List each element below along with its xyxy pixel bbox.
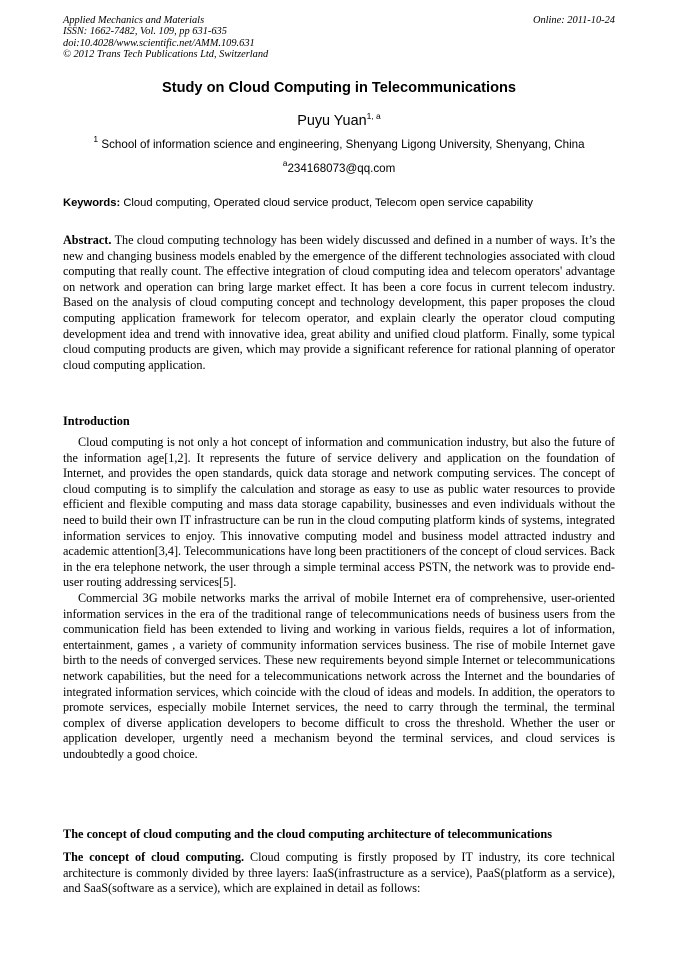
keywords-text: Cloud computing, Operated cloud service product, Telecom open service capability xyxy=(123,197,533,209)
concept-section-heading: The concept of cloud computing and the cloud computing architecture of telecommunications xyxy=(63,827,553,841)
affiliation-superscript: 1 xyxy=(93,134,99,144)
email-line xyxy=(0,158,678,175)
keywords-label: Keywords: xyxy=(63,197,121,209)
abstract-text: The cloud computing technology has been widely discussed and defined in a number of ways. It’s the new and changing business models enabled by the emergence of the different technologies associated with cloud computing that really count. The effective integration of cloud computing idea and telecom operators' advantage on network and operation can bring large market effect. It has been a core focus in current telecom industry. Based on the analysis of cloud computing concept and technology development, this paper proposes the cloud computing application framework for telecom operator, and explain clearly the operator cloud computing development idea and trend with innovative idea, great ability and unified cloud platform. Finally, some typical cloud computing products are given, which may provide a significant reference for rational planning of operator cloud computing application. xyxy=(63,233,615,372)
affiliation xyxy=(0,134,678,151)
introduction-body xyxy=(63,435,615,762)
journal-name: Applied Mechanics and Materials xyxy=(63,15,205,26)
author-superscript: 1, a xyxy=(366,111,381,121)
author-line xyxy=(0,113,678,129)
abstract-paragraph xyxy=(63,233,615,373)
abstract xyxy=(63,233,615,373)
paper-title: Study on Cloud Computing in Telecommunications xyxy=(161,80,517,96)
journal-header xyxy=(63,15,615,61)
intro-paragraph-1: Cloud computing is not only a hot concept of information and communication industry, but also the future of the information age[1,2]. It represents the future of service delivery and application on the foundation of Internet, and provides the open standards, quick data storage and network computing services. The concept of cloud computing is to simplify the calculation and storage as easy to use as public water resources to provide efficient and flexible computing and mass data storage capability, businesses and even individuals without the need to build their own IT infrastructure can be run in the cloud computing platform kinds of systems, integrated information services to enjoy. This innovative computing model and business model attracted industry and academic attention[3,4]. Telecommunications have long been practitioners of the concept of cloud services. Back in the era telephone network, the user through a simple terminal access PSTN, the network was to provide end-user routing addressing services[5]. xyxy=(63,435,615,590)
abstract-label: Abstract. xyxy=(63,233,112,247)
concept-lead: The concept of cloud computing. xyxy=(63,850,245,864)
intro-paragraph-2: Commercial 3G mobile networks marks the arrival of mobile Internet era of comprehensive, user-oriented information services in the era of the traditional range of telecommunications needs of business users from the communication field has been extended to living and working in various fields, requires a lot of information, entertainment, games , a variety of community information services business. The rise of mobile Internet gave birth to the needs of converged services. These new requirements beyond simple Internet or telecommunications network capabilities, but the need for a telecommunications network across the Internet and the boundaries of integrated information services, which coincide with the cloud of ideas and models. In addition, the operators to promote services, especially mobile Internet services, the need to carry through the terminal, the terminal complex of diverse application developers to become difficult to cross the threshold. Whether the user or application developer, urgently need a mechanism beyond the terminal services, and cloud services is undoubtedly a good choice. xyxy=(63,590,615,761)
concept-text: Cloud computing is firstly proposed by IT industry, its core technical architecture is commonly divided by three layers: IaaS(infrastructure as a service), PaaS(platform as a service), and SaaS(software as a service), which are explained in detail as follows: xyxy=(63,850,615,896)
copyright-line: © 2012 Trans Tech Publications Ltd, Switzerland xyxy=(63,49,269,61)
online-date: Online: 2011-10-24 xyxy=(532,15,615,26)
issn-line: ISSN: 1662-7482, Vol. 109, pp 631-635 xyxy=(63,26,227,38)
doi-line: doi:10.4028/www.scientific.net/AMM.109.631 xyxy=(63,37,255,49)
affiliation-text: School of information science and engineering, Shenyang Ligong University, Shenyang, China xyxy=(101,138,585,151)
introduction-heading: Introduction xyxy=(63,414,130,428)
concept-paragraph xyxy=(63,850,615,897)
email-address: 234168073@qq.com xyxy=(287,162,396,175)
email-superscript: a xyxy=(282,158,288,168)
concept-section-body xyxy=(63,850,615,897)
keywords xyxy=(63,197,615,209)
author-name: Puyu Yuan xyxy=(297,113,367,129)
